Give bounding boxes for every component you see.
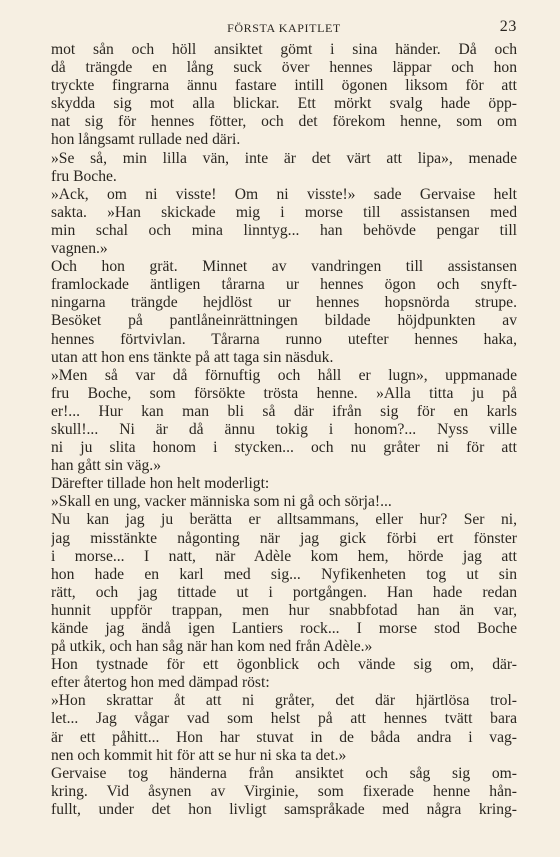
text-line: efter återtog hon med dämpad röst: <box>51 674 270 692</box>
page-number: 23 <box>499 18 517 35</box>
body-text <box>51 41 517 819</box>
text-line: Och hon grät. Minnet av vandringen till assistansen <box>51 258 517 276</box>
text-line: i morse... I natt, när Adèle kom hem, hörde jag att <box>51 547 517 565</box>
text-line: »Hon skrattar åt att ni gråter, det där hjärtlösa trol- <box>51 692 517 710</box>
text-line: Besöket på pantlåneinrättningen bildade höjdpunkten av <box>51 312 517 330</box>
text-line: nat sig för hennes fötter, och det förekom henne, som om <box>51 113 517 131</box>
text-line: ni ju slita honom i stycken... och nu gråter ni för att <box>51 439 517 457</box>
text-line: Nu kan jag ju berätta er alltsammans, eller hur? Ser ni, <box>51 511 517 529</box>
text-line: hon långsamt rullade ned däri. <box>51 131 241 149</box>
text-line: utan att hon ens tänkte på att taga sin näsduk. <box>51 348 334 366</box>
text-line: »Skall en ung, vacker människa som ni gå och sörja!... <box>51 493 392 511</box>
text-line: kände jag ändå igen Lantiers rock... I morse stod Boche <box>51 620 517 637</box>
text-line: då trängde en lång suck över hennes läppar och hon <box>51 59 517 77</box>
running-title: FÖRSTA KAPITLET <box>227 21 341 35</box>
text-line: hunnit uppför trappan, men hur snabbfotad han än var, <box>51 601 517 619</box>
text-line: fullt, under det hon livligt samspråkade med några kring- <box>51 800 517 818</box>
text-line: skydda sig mot alla blickar. Ett mörkt svalg hade öpp- <box>51 95 517 113</box>
text-line: hon hade en karl med sig... Nyfikenheten tog ut sin <box>51 565 517 583</box>
text-line: vagnen.» <box>51 240 108 258</box>
text-line: framlockade äntligen tårarna ur hennes ögon och snyft- <box>51 276 517 294</box>
text-line: skull!... Ni är då ännu tokig i honom?... Nyss ville <box>51 420 517 438</box>
text-line: hennes förtvivlan. Tårarna runno utefter hennes haka, <box>51 330 517 348</box>
text-line: fru Boche, som försökte trösta henne. »Alla titta ju på <box>51 384 517 402</box>
text-line: fru Boche. <box>51 167 117 185</box>
text-line: kring. Vid åsynen av Virginie, som fixerade henne hån- <box>51 782 517 800</box>
text-line: Därefter tillade hon helt moderligt: <box>51 475 270 493</box>
text-line: jag misstänkte någonting när jag gick förbi ert fönster <box>51 529 517 547</box>
book-page <box>51 18 517 819</box>
text-line: han gått sin väg.» <box>51 457 162 475</box>
text-line: nen och kommit hit för att se hur ni ska ta det.» <box>51 746 347 764</box>
text-line: Hon tystnade för ett ögonblick och vände sig om, där- <box>51 656 517 674</box>
text-line: är ett påhitt... Hon har stuvat in de båda andra i vag- <box>51 728 517 746</box>
text-line: mot sån och höll ansiktet gömt i sina händer. Då och <box>51 41 517 58</box>
text-line: ningarna trängde hejdlöst ur hennes hopsnörda strupe. <box>51 294 517 312</box>
text-line: sakta. »Han skickade mig i morse till assistansen med <box>51 203 517 221</box>
text-line: er!... Hur kan man bli så där ifrån sig för en karls <box>51 402 517 420</box>
text-line: Gervaise tog händerna från ansiktet och såg sig om- <box>51 764 517 782</box>
text-line: på utkik, och han såg när han kom ned från Adèle.» <box>51 638 373 656</box>
text-line: »Se så, min lilla vän, inte är det värt att lipa», menade <box>51 149 517 167</box>
text-line: rätt, och jag tittade ut i portgången. Han hade redan <box>51 583 517 601</box>
text-line: tryckte fingrarna ännu fastare intill ögonen liksom för att <box>51 77 517 95</box>
text-line: let... Jag vågar vad som helst på att hennes tvätt bara <box>51 710 517 728</box>
running-head <box>51 18 517 40</box>
text-line: »Men så var då förnuftig och håll er lugn», uppmanade <box>51 366 517 384</box>
text-line: »Ack, om ni visste! Om ni visste!» sade Gervaise helt <box>51 185 517 203</box>
text-line: min schal och mina linntyg... han behövde pengar till <box>51 221 517 239</box>
